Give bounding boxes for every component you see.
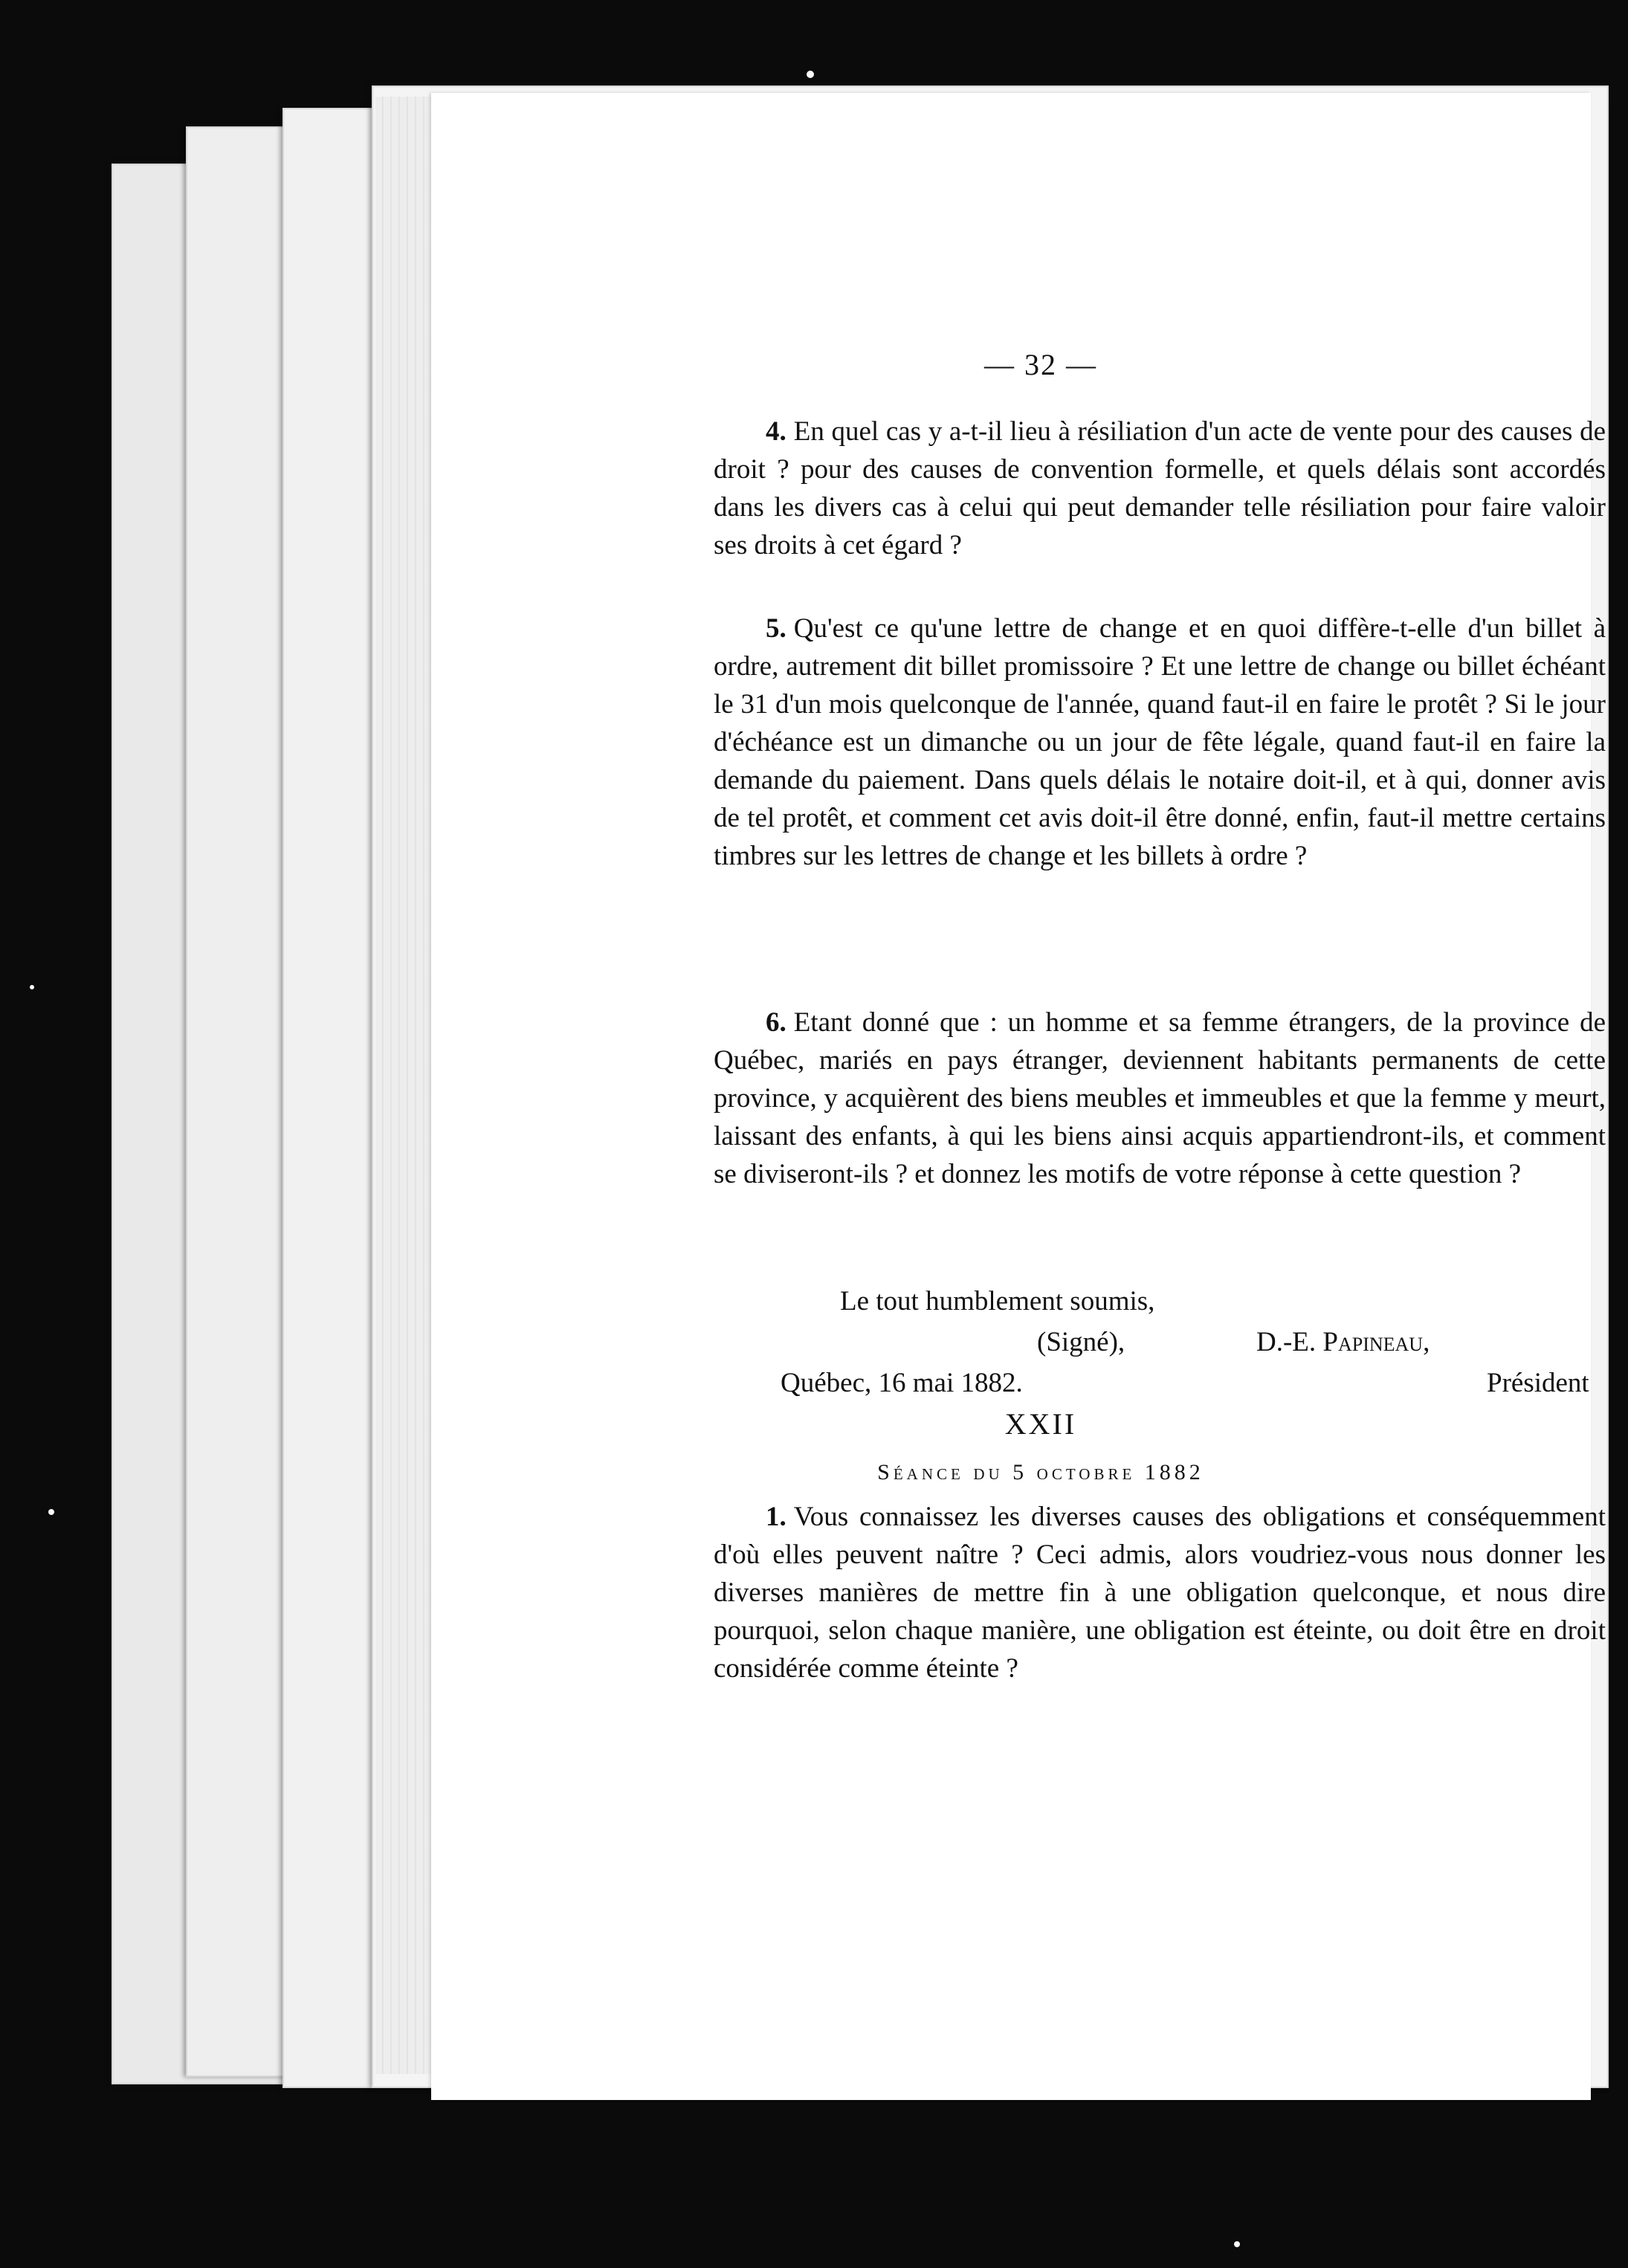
question-6: [714, 1004, 1606, 1193]
scan-speck: [1234, 2241, 1240, 2247]
question-text: Qu'est ce qu'une lettre de change et en quoi diffère-t-elle d'un billet à ordre, autrement dit billet promissoire ? Et une lettre de change ou billet échéant le 31 d'un mois quelconque de l'année, quand faut-il en faire le protêt ? Si le jour d'échéance est un dimanche ou un jour de fête légale, quand faut-il en faire la demande du paiement. Dans quels délais le notaire doit-il, et à qui, donner avis de tel protêt, et comment cet avis doit-il être donné, enfin, faut-il mettre certains timbres sur les lettres de change et les billets à ordre ?: [714, 613, 1606, 871]
page-number: — 32 —: [984, 348, 1097, 381]
question-number: 1.: [766, 1502, 786, 1532]
signed-label: (Signé),: [1037, 1327, 1125, 1357]
scan-speck: [48, 1509, 54, 1515]
question-number: 5.: [766, 613, 786, 644]
signatory-name: D.-E. Papineau,: [1256, 1327, 1430, 1357]
book-page: [431, 93, 1606, 2100]
place-date: Québec, 16 mai 1882.: [781, 1368, 1023, 1398]
session-heading: Séance du 5 octobre 1882: [877, 1460, 1204, 1484]
scan-speck: [30, 985, 34, 989]
question-paragraph: [714, 1004, 1606, 1193]
section-numeral: XXII: [1004, 1407, 1077, 1441]
signatory-title: Président: [1487, 1368, 1589, 1398]
question-number: 4.: [766, 416, 786, 447]
section-question-1: [714, 1498, 1606, 1687]
question-number: 6.: [766, 1007, 786, 1038]
scan-speck: [807, 71, 814, 78]
question-text: Etant donné que : un homme et sa femme étrangers, de la province de Québec, mariés en pays étranger, deviennent habitants permanents de cette province, y acquièrent des biens meubles et immeubles et que la femme y meurt, laissant des enfants, à qui les biens ainsi acquis appartiendront-ils, et comment se diviseront-ils ? et donnez les motifs de votre réponse à cette question ?: [714, 1007, 1606, 1189]
question-paragraph: [714, 1498, 1606, 1687]
question-text: Vous connaissez les diverses causes des obligations et conséquemment d'où elles peuvent naître ? Ceci admis, alors voudriez-vous nous donner les diverses manières de mettre fin à une obligation quelconque, et nous dire pourquoi, selon chaque manière, une obligation est éteinte, ou doit être en droit considérée comme éteinte ?: [714, 1502, 1606, 1684]
question-4: [714, 413, 1606, 564]
question-paragraph: [714, 413, 1606, 564]
question-5: [714, 610, 1606, 875]
question-text: En quel cas y a-t-il lieu à résiliation d'un acte de vente pour des causes de droit ? pour des causes de convention formelle, et quels délais sont accordés dans les divers cas à celui qui peut demander telle résiliation pour faire valoir ses droits à cet égard ?: [714, 416, 1606, 560]
submission-line: Le tout humblement soumis,: [840, 1286, 1155, 1316]
question-paragraph: [714, 610, 1606, 875]
